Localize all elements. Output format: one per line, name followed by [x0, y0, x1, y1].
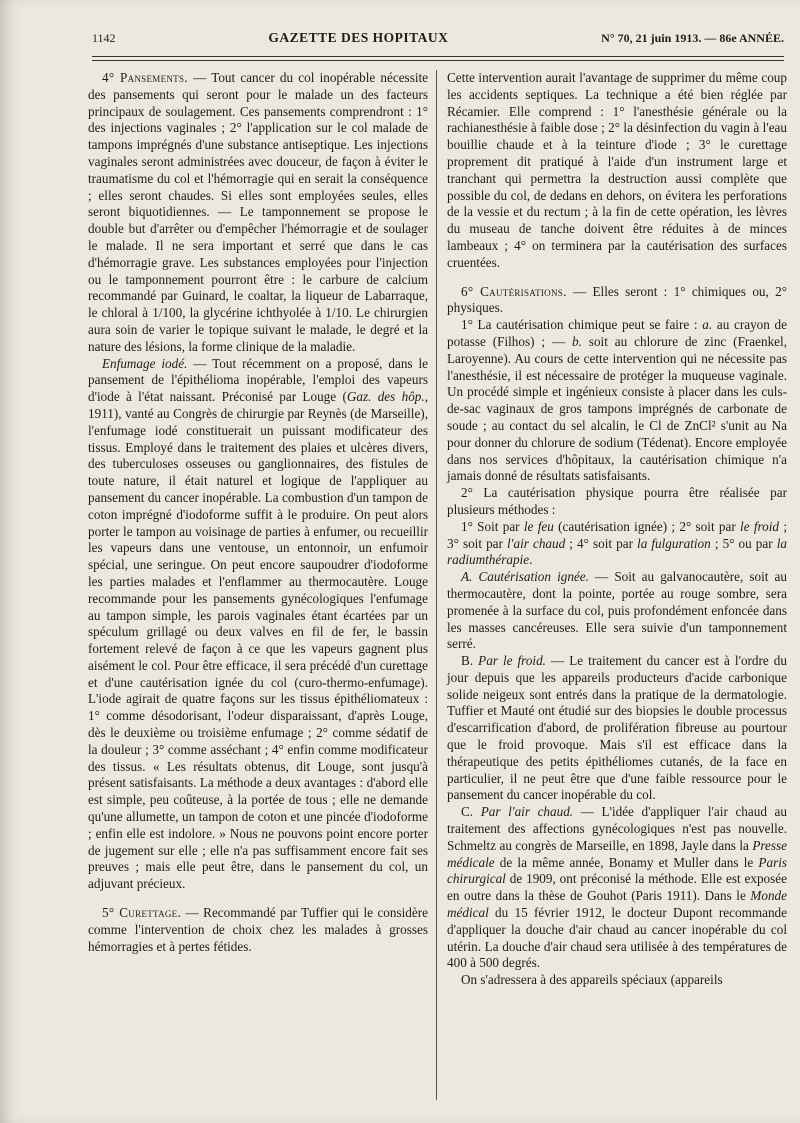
citation: Gaz. des hôp.: [346, 389, 425, 405]
list-marker: a.: [702, 317, 713, 333]
paragraph-chimique: [447, 317, 787, 485]
subsection-heading: A. Cautérisation ignée.: [461, 569, 589, 585]
paragraph-text: (cautérisation ignée) ; 2° soit par: [553, 518, 741, 534]
paragraph-text: — Tout cancer du col inopérable nécessite des pansements qui seront pour le malade un des facteurs principaux de soulagement. Ces pansements comprendront : 1° des injections vaginales ; 2° l'application sur le col malade de tampons imprégnés d'une substance antiseptique. Les injections vaginales seront administrées avec douceur, de façon à éviter le traumatisme du col et l'hémorragie qui en serait la conséquence ; elles seront chaudes. Si elles sont employées seules, elles seront biquotidiennes. — Le tamponnement se propose le double but d'arrêter ou d'empêcher l'hémorragie et de soulager le malade. Il ne sera important et serré que dans le cas d'hémorragie grave. Les substances employées pour l'injection ou le tamponnement pourront être : le carbure de calcium recommandé par Guinard, le coaltar, la liqueur de Labarraque, le chloral à 1/100, la glycérine ichthyolée à 1/10. Le chirurgien aura soin de varier le topique suivant le malade, le degré et la nature des lésions, la forme clinique de la maladie.: [88, 70, 429, 354]
left-column: [88, 70, 428, 955]
paragraph-text: du 15 février 1912, le docteur Dupont recommande d'appliquer la douche d'air chaud au cancer inopérable du col utérin. La douche d'air chaud sera utilisée à des températures de 400 à 500 degrés.: [447, 905, 787, 971]
method-name: le froid: [740, 518, 780, 534]
paragraph-text: .: [529, 552, 533, 568]
header-rule-double: [92, 60, 784, 61]
section-heading: 6° Cautérisations.: [461, 283, 567, 299]
paragraph-text: C.: [461, 804, 481, 820]
paragraph-text: 1° La cautérisation chimique peut se faire :: [461, 317, 703, 333]
paragraph-text: 1° Soit par: [461, 518, 524, 534]
paragraph-text: au crayon de potasse (Filhos) ; —: [447, 317, 788, 349]
paragraph-text: — Soit au galvanocautère, soit au thermocautère, dont la pointe, portée au rouge sombre, sera promenée à la surface du col, puis profondément enfoncée dans les masses cancéreuses. Elle sera suivie d'un tamponnement serré.: [447, 569, 787, 652]
paragraph-curettage: [88, 905, 428, 955]
paragraph-text: ; 4° soit par: [565, 535, 638, 551]
method-name: l'air chaud: [507, 535, 566, 551]
column-divider: [436, 70, 437, 1100]
paragraph-text: — Elles seront : 1° chimiques ou, 2° physiques.: [447, 283, 787, 316]
paragraph-pansements: [88, 70, 428, 356]
citation: Presse médicale: [447, 837, 787, 870]
paragraph-text: de la même année, Bonamy et Muller dans le: [494, 854, 759, 870]
page-number: 1142: [92, 31, 116, 45]
paragraph-ignee: [447, 569, 787, 653]
paragraph-text: B.: [461, 653, 479, 669]
method-name: la radiumthérapie: [447, 535, 787, 568]
subsection-heading: Enfumage iodé.: [102, 355, 188, 371]
paragraph-froid: [447, 653, 787, 804]
subsection-heading: Par le froid.: [478, 653, 546, 669]
paragraph-text: , 1911), vanté au Congrès de chirurgie par Reynès (de Marseille), l'enfumage iodé constituerait un puissant modificateur des tissus. Employé dans le traitement des plaies et ulcères divers, des tuberculoses osseuses ou ganglionnaires, des fistules de toute nature, il était naturel et logique de l'appliquer au pansement du cancer inopérable. La combustion d'un tampon de coton imprégné d'iodoforme suffit à le produire. On peut alors porter le tampon au voisinage de parties à enfumer, ou recueillir les vapeurs dans une ventouse, un entonnoir, un enfumoir spécial, une seringue. On peut encore saupoudrer d'iodoforme les parties malades et l'enflammer au thermocautère. Louge recommande pour les pansements gynécologiques l'enfumage au tampon simple, les parois vaginales étant écartées par un spéculum grillagé ou deux valves en fil de fer, le bassin fortement relevé de façon à ce que les vapeurs gagnent plus aisément le col. Pour être efficace, il sera précédé d'un curettage et d'une cautérisation ignée du col (curo-thermo-enfumage). L'iode agirait de quatre façons sur les tissus épithéliomateux : 1° comme désodorisant, l'odeur disparaissant, d'après Louge, dès le deuxième ou troisième enfumage ; 2° comme sédatif de la douleur ; 3° comme asséchant ; 4° enfin comme modificateur des tissus. « Les résultats obtenus, dit Louge, sont jusqu'à présent satisfaisants. La méthode a deux avantages : d'abord elle est simple, peu coûteuse, à la portée de tous ; elle ne demande qu'une allumette, un tampon de coton et une pincée d'iodoforme ; enfin elle est indolore. » Nous ne pouvons point encore porter de jugement sur elle ; elle n'a pas suffisamment encore fait ses preuves ; mais elle peut être, dans le pansement du col, un adjuvant précieux.: [88, 389, 428, 892]
paragraph-enfumage: [88, 356, 428, 894]
paragraph-appareils: On s'adressera à des appareils spéciaux (appareils: [461, 972, 723, 988]
paragraph-text: — Le traitement du cancer est à l'ordre du jour depuis que les appareils producteurs d'acide carbonique solide neigeux sont entrés dans la pratique de la dermatologie. Tuffier et Mauté ont étudié sur des biopsies le double processus d'escarrification d'abord, de prolifération fibreuse au pourtour que le froid provoque. Mais s'il est efficace dans la thérapeutique des petits épithéliomes cutanés, de la face en particulier, il ne peut être que d'une faible ressource pour le pansement du cancer inopérable du col.: [447, 653, 787, 803]
paragraph-air-chaud: [447, 804, 787, 972]
section-heading: 4° Pansements.: [102, 70, 188, 85]
section-heading: 5° Curettage.: [102, 905, 182, 921]
subsection-heading: Par l'air chaud.: [480, 804, 574, 820]
paragraph-text: — L'idée d'appliquer l'air chaud au traitement des affections gynécologiques n'est pas nouvelle. Schmeltz au congrès de Marseille, en 1898, Jayle dans la: [447, 804, 787, 853]
right-column: [447, 70, 787, 989]
paragraph-text: ; 5° ou par: [710, 535, 777, 551]
paragraph-continuation: Cette intervention aurait l'avantage de supprimer du même coup les accidents septiques. La technique a été bien réglée par Récamier. Elle comprend : 1° l'anesthésie générale ou la rachianesthésie à faible dose ; 2° la désinfection du vagin à l'eau bouillie chaude et à la teinture d'iode ; 3° le curettage proprement dit pratiqué à l'aide d'un instrument large et tranchant qui permettra la destruction aussi complète que possible du col, de dedans en dehors, on évitera les perforations de la vessie et du rectum ; à la fin de cette opération, les lèvres du museau de tanche doivent être réduites à de minces lambeaux ; 4° on terminera par la cautérisation des surfaces cruentées.: [447, 70, 787, 270]
paragraph-methodes: [447, 519, 787, 569]
paragraph-physique: 2° La cautérisation physique pourra être réalisée par plusieurs méthodes :: [447, 485, 787, 517]
paragraph-text: — Recommandé par Tuffier qui le considère comme l'intervention de choix chez les malades à grosses hémorragies et à pertes fétides.: [88, 905, 428, 954]
paragraph-text: de 1909, ont préconisé la méthode. Elle est exposée en outre dans la thèse de Gouhot (Paris 1911). Dans le: [447, 871, 787, 904]
citation: Paris chirurgical: [447, 854, 787, 887]
paragraph-text: soit au chlorure de zinc (Fraenkel, Laroyenne). Au cours de cette intervention qui ne nécessite pas l'anesthésie, il est nécessaire de protéger la muqueuse vaginale. Un procédé simple et ingénieux consiste à placer dans les culs-de-sac vaginaux de gros tampons imprégnés de carbonate de soude ; au contact du sel alcalin, le Cl de ZnCl² s'unit au Na pour donner du chlorure de sodium (Tédenat). Encore employée dans nos services d'hôpitaux, la cautérisation chimique n'a jamais donné de résultats satisfaisants.: [447, 333, 787, 484]
paragraph-text: — Tout récemment on a proposé, dans le pansement de l'épithélioma inopérable, l'emploi des vapeurs d'iode à l'état naissant. Préconisé par Louge (: [88, 355, 428, 405]
header-rule: [92, 56, 784, 57]
issue-info: N° 70, 21 juin 1913. — 86e ANNÉE.: [601, 31, 784, 45]
page-header: [92, 30, 784, 56]
method-name: la fulguration: [637, 535, 711, 551]
paragraph-text: ; 3° soit par: [447, 518, 787, 551]
journal-title: GAZETTE DES HOPITAUX: [268, 30, 449, 45]
citation: Monde médical: [447, 888, 787, 921]
list-marker: b.: [572, 333, 582, 349]
paragraph-cauterisations: [447, 284, 787, 318]
method-name: le feu: [523, 518, 554, 534]
